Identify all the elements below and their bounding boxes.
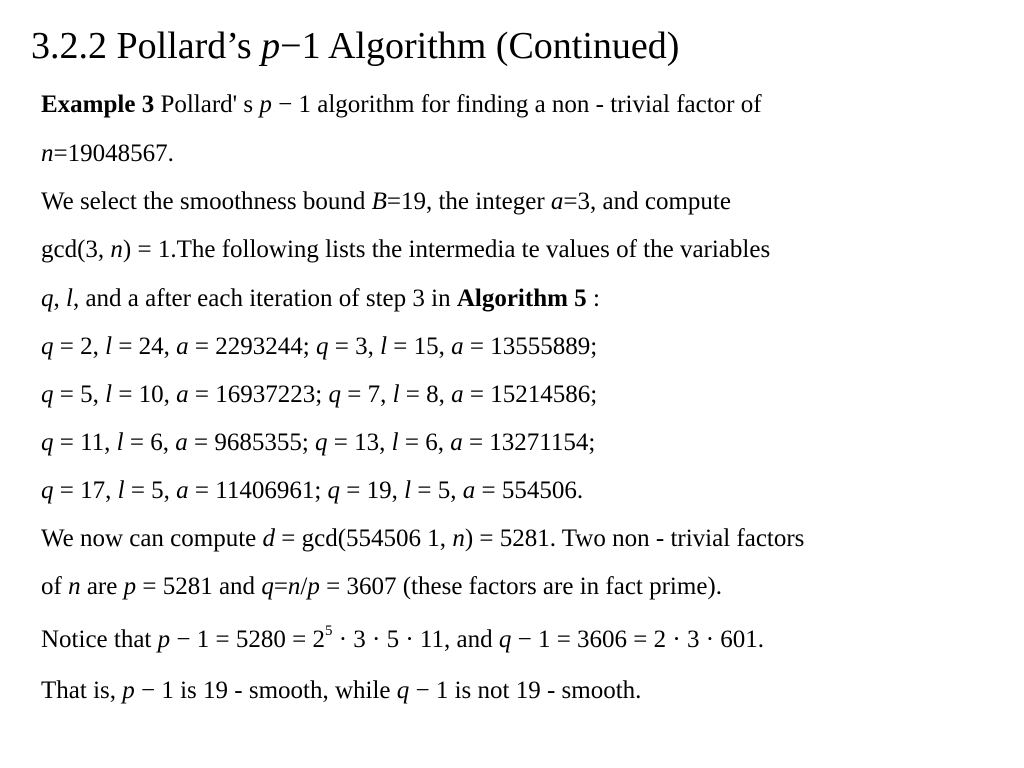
math-var: p (122, 677, 135, 704)
variables-line (41, 284, 600, 314)
math-var: p (123, 573, 137, 600)
text-segment: − 1 is not 19 - smooth. (409, 677, 642, 704)
text-segment: = 3607 (these factors are in fact prime). (319, 573, 722, 600)
math-var: q (498, 626, 512, 653)
math-var: q (261, 573, 274, 600)
text-segment: = 17, (53, 477, 118, 504)
text-segment: = 5, (411, 477, 463, 504)
text-segment: = 11, (53, 429, 117, 456)
text-segment: = 2, (53, 333, 106, 360)
math-var: l (66, 285, 73, 312)
math-var: q (41, 429, 54, 456)
text-segment: We select the smoothness bound (41, 188, 372, 215)
notice-line (41, 625, 764, 658)
text-segment: , (53, 285, 66, 312)
math-var: l (105, 333, 113, 360)
text-segment: = 5, (53, 381, 106, 408)
title-apostrophe: ’ (226, 25, 237, 67)
text-segment: = 15, (387, 333, 452, 360)
text-segment: · 3 · 5 · 11, and (332, 626, 499, 653)
iteration-line (41, 332, 597, 362)
math-var: n (110, 236, 123, 263)
text-segment: We now can compute (41, 525, 263, 552)
text-segment: = (273, 573, 288, 600)
text-segment: =19048567. (53, 140, 174, 167)
text-segment: = 9685355; (187, 429, 316, 456)
math-var: l (117, 477, 125, 504)
text-segment: =3, and compute (563, 188, 731, 215)
title-prefix: 3.2.2 Pollard (31, 25, 227, 67)
title-minus: − (280, 25, 302, 67)
text-segment: = 5, (124, 477, 177, 504)
math-var: p (157, 626, 171, 653)
math-var: a (451, 333, 464, 360)
math-var: d (262, 525, 276, 552)
text-segment: = 11406961; (188, 477, 328, 504)
math-var: n (68, 573, 81, 600)
text-segment: = 7, (340, 381, 393, 408)
iteration-line (41, 476, 583, 506)
math-var: q (41, 477, 54, 504)
example-header-line (41, 90, 762, 120)
math-var: l (391, 429, 399, 456)
math-var: l (116, 429, 124, 456)
math-var: q (41, 381, 54, 408)
math-var: q (396, 677, 410, 704)
text-segment: , and a after each iteration of step 3 in (72, 285, 457, 312)
conclusion-line (41, 676, 641, 706)
iteration-line (41, 428, 595, 458)
math-var: q (41, 333, 54, 360)
text-segment: − 1 is 19 - smooth, while (134, 677, 397, 704)
text-segment: = 6, (398, 429, 451, 456)
math-var: a (462, 477, 476, 504)
example-label: Example 3 (41, 91, 155, 118)
text-segment: That is, (41, 677, 123, 704)
text-segment: Notice that (41, 626, 158, 653)
math-var: p (307, 573, 320, 600)
text-segment: / (300, 573, 308, 600)
math-var: a (176, 477, 189, 504)
text-segment: = 16937223; (188, 381, 329, 408)
text-segment: = 554506. (475, 477, 584, 504)
math-var: a (550, 188, 564, 215)
text-segment: = 13555889; (463, 333, 598, 360)
math-var: l (380, 333, 388, 360)
text-segment: ) = 1.The following lists the intermedia te values of the variables (122, 236, 771, 263)
text-segment: Pollard' s (154, 91, 260, 118)
text-segment: = 2293244; (188, 333, 316, 360)
text-segment: = 15214586; (463, 381, 598, 408)
math-var: l (105, 381, 113, 408)
math-var: a (176, 381, 189, 408)
text-segment: = gcd(554506 1, (275, 525, 453, 552)
text-segment: are (80, 573, 124, 600)
iteration-line (41, 380, 597, 410)
math-var: q (327, 477, 341, 504)
n-value-line (41, 139, 174, 169)
text-segment: of (41, 573, 69, 600)
compute-d-line (41, 524, 804, 554)
text-segment: − 1 = 3606 = 2 · 3 · 601. (511, 626, 765, 653)
math-var: n (287, 573, 301, 600)
math-var: a (175, 429, 188, 456)
title-s: s (236, 25, 262, 67)
math-var: B (371, 188, 387, 215)
math-var: l (392, 381, 400, 408)
text-segment: = 13271154; (462, 429, 596, 456)
math-var: q (41, 285, 54, 312)
text-segment: =19, the integer (386, 188, 551, 215)
text-segment: − 1 algorithm for finding a non - trivial factor of (271, 91, 762, 118)
algorithm-ref: Algorithm 5 (456, 285, 587, 312)
title-rest: 1 Algorithm (Continued) (301, 25, 680, 67)
exponent: 5 (324, 623, 333, 639)
math-var: n (41, 140, 54, 167)
title-p: p (261, 25, 281, 67)
text-segment: = 3, (328, 333, 381, 360)
text-segment: = 6, (123, 429, 176, 456)
gcd-line (41, 235, 770, 265)
math-var: a (451, 381, 464, 408)
text-segment: = 24, (112, 333, 177, 360)
factors-line (41, 572, 722, 602)
math-var: a (450, 429, 463, 456)
text-segment: gcd(3, (41, 236, 111, 263)
math-var: q (315, 333, 329, 360)
text-segment: = 13, (327, 429, 392, 456)
text-segment: ) = 5281. Two non - trivial factors (464, 525, 805, 552)
slide-title (31, 22, 679, 70)
math-var: p (259, 91, 272, 118)
text-segment: : (586, 285, 600, 312)
math-var: q (328, 381, 341, 408)
text-segment: = 10, (112, 381, 177, 408)
text-segment: = 19, (340, 477, 405, 504)
math-var: l (404, 477, 412, 504)
math-var: q (315, 429, 328, 456)
parameters-line (41, 187, 731, 217)
math-var: a (176, 333, 189, 360)
text-segment: − 1 = 5280 = 2 (170, 626, 325, 653)
text-segment: = 5281 and (136, 573, 262, 600)
math-var: n (452, 525, 465, 552)
text-segment: = 8, (399, 381, 452, 408)
